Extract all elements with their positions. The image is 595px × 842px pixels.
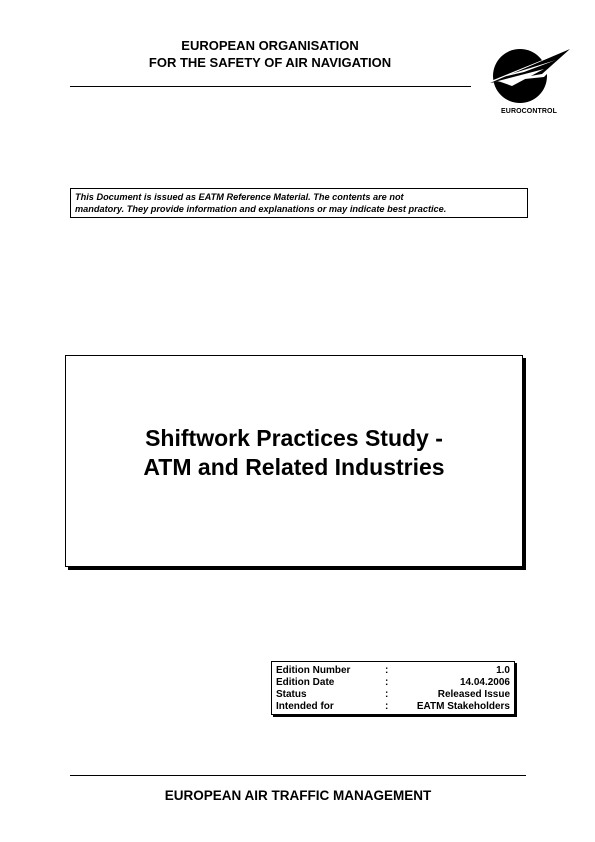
edition-value: EATM Stakeholders [416,701,510,712]
header-divider [70,86,471,87]
edition-value: Released Issue [437,689,510,700]
disclaimer-box [70,188,528,218]
edition-separator: : [385,701,389,712]
edition-separator: : [385,689,389,700]
edition-separator: : [385,665,389,676]
organisation-name-line-2: FOR THE SAFETY OF AIR NAVIGATION [148,55,392,70]
disclaimer-line-2: mandatory. They provide information and explanations or may indicate best practice. [75,204,447,214]
document-title-line-2: ATM and Related Industries [143,454,445,480]
footer-divider [70,775,526,776]
edition-label: Status [276,689,307,700]
footer-title: EUROPEAN AIR TRAFFIC MANAGEMENT [164,788,432,803]
edition-value: 14.04.2006 [459,677,510,688]
organisation-name-line-1: EUROPEAN ORGANISATION [181,38,359,53]
organisation-name [70,37,470,71]
disclaimer-line-1: This Document is issued as EATM Reference Material. The contents are not [75,192,404,202]
edition-label: Edition Date [276,677,335,688]
eurocontrol-logo [484,42,574,118]
edition-info-table [271,661,515,715]
edition-label: Edition Number [276,665,351,676]
document-title-box [65,355,523,567]
eurocontrol-emblem-icon [484,42,574,108]
logo-wordmark: EUROCONTROL [501,108,557,115]
edition-label: Intended for [276,701,334,712]
document-title [66,424,522,482]
edition-separator: : [385,677,389,688]
document-title-line-1: Shiftwork Practices Study - [145,425,443,451]
edition-row-intended-for [272,700,514,713]
edition-value: 1.0 [496,665,510,676]
